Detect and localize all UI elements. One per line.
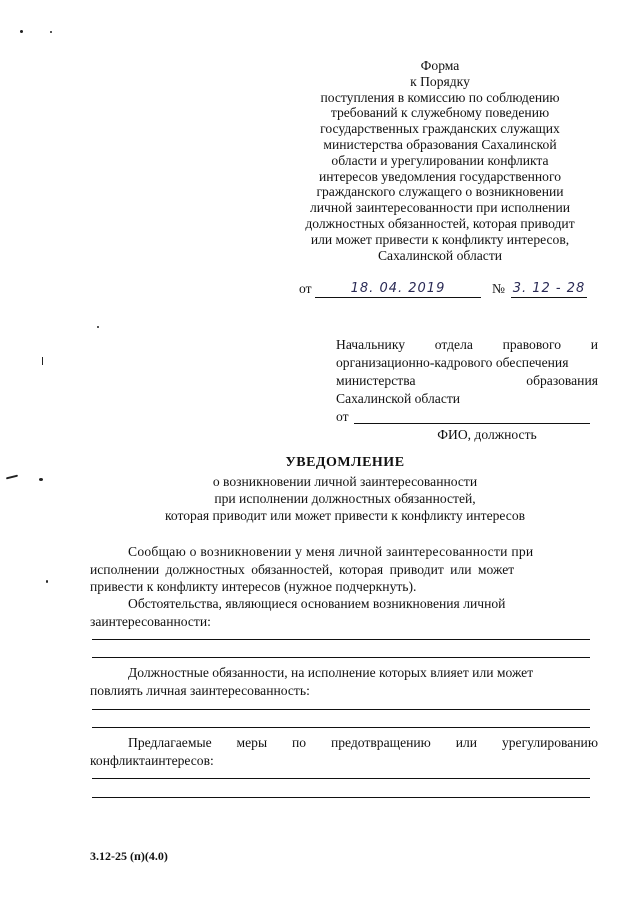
date-label: от <box>299 281 312 296</box>
number-field[interactable]: 3. 12 - 28 <box>512 281 586 296</box>
date-field[interactable]: 18. 04. 2019 <box>315 281 481 298</box>
header-line: должностных обязанностей, которая приводит <box>305 215 575 231</box>
notice-title: УВЕДОМЛЕНИЕ <box>285 455 405 470</box>
header-line: интересов уведомления государственного <box>318 168 562 184</box>
scan-speck <box>42 357 43 365</box>
header-line: Сахалинской области <box>377 247 503 263</box>
from-field[interactable] <box>354 423 590 424</box>
from-caption: ФИО, должность <box>437 427 537 442</box>
number-label: № <box>492 281 505 296</box>
from-row <box>336 408 598 426</box>
duties-line-1[interactable] <box>92 709 590 710</box>
addressee-line: Начальнику отдела правового и <box>336 337 598 352</box>
header-line: требований к служебному поведению <box>330 105 550 121</box>
paragraph-duties: Должностные обязанности, на исполнение которых влияет или может повлиять личная заинтересованность: <box>90 665 534 698</box>
scan-speck <box>46 580 48 583</box>
form-code: 3.12-25 (п)(4.0) <box>90 849 168 863</box>
duties-line-2[interactable] <box>92 727 590 728</box>
paragraph-measures: Предлагаемые меры по предотвращению или урегулированию конфликтаинтересов: <box>90 735 598 768</box>
header-line: министерства образования Сахалинской <box>323 136 557 152</box>
addressee-line: Сахалинской области <box>336 391 461 406</box>
addressee-line: министерства образования <box>336 373 598 388</box>
scan-speck <box>97 326 99 328</box>
measures-line-1[interactable] <box>92 778 590 779</box>
scan-speck <box>20 30 23 33</box>
registration-row <box>299 281 599 301</box>
scan-speck <box>39 478 43 481</box>
addressee-block <box>336 336 598 444</box>
measures-line-2[interactable] <box>92 797 590 798</box>
header-line: к Порядку <box>410 73 470 89</box>
header-line: поступления в комиссию по соблюдению <box>320 89 560 105</box>
header-line: или может привести к конфликту интересов, <box>310 231 570 247</box>
header-line: области и урегулировании конфликта <box>331 152 549 168</box>
scan-speck <box>50 31 52 33</box>
scan-speck <box>6 475 18 480</box>
circumstances-line-2[interactable] <box>92 657 590 658</box>
header-line: государственных гражданских служащих <box>320 121 560 137</box>
paragraph-circumstances: Обстоятельства, являющиеся основанием возникновения личной заинтересованности: <box>90 596 506 629</box>
from-label: от <box>336 409 349 424</box>
paragraph-declaration: Сообщаю о возникновении у меня личной заинтересованности при исполнении должностных обязанностей, которая приводит или может привести к конфликту интересов (нужное подчеркнуть). <box>90 544 534 594</box>
form-header <box>280 58 600 263</box>
header-line: Форма <box>420 58 460 73</box>
header-line: личной заинтересованности при исполнении <box>309 200 571 216</box>
notice-subtitle: о возникновении личной заинтересованности при исполнении должностных обязанностей, которая приводит или может привести к конфликту интересов <box>164 474 526 523</box>
header-line: гражданского служащего о возникновении <box>316 184 564 200</box>
addressee-line: организационно-кадрового обеспечения <box>336 355 569 370</box>
circumstances-line-1[interactable] <box>92 639 590 640</box>
